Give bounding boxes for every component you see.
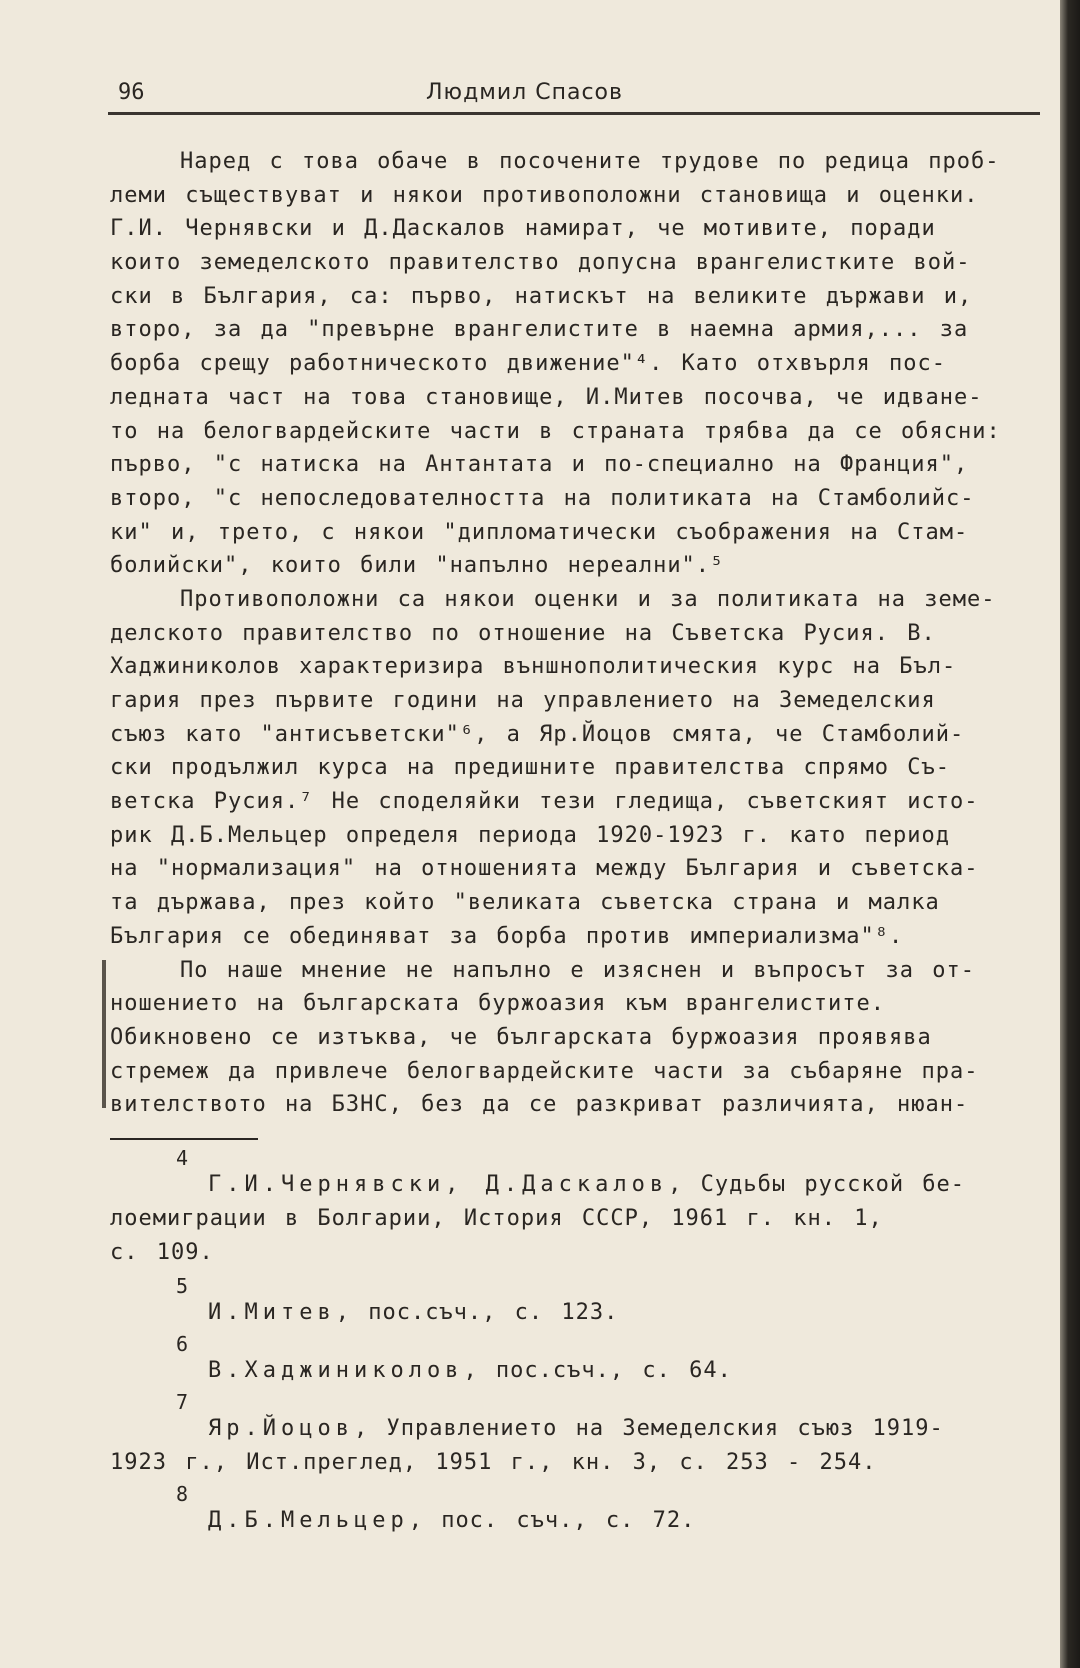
footnote-text: , пос. съч., с. 72.: [408, 1508, 696, 1533]
text-line: второ, "с непоследователността на политиката на Стамболийс-: [110, 485, 975, 511]
footnote-line: [110, 1504, 1050, 1538]
text-line: делското правителство по отношение на Съветска Русия. В.: [110, 620, 936, 646]
footnote-author: В.Хаджиниколов: [208, 1358, 464, 1383]
text-line: България се обединяват за борба против империализма"⁸.: [110, 923, 904, 949]
footnote-author: Г.И.Чернявски, Д.Даскалов: [208, 1172, 669, 1197]
text-line: вителството на БЗНС, без да се разкриват различията, нюан-: [110, 1092, 969, 1118]
footnote-author: И.Митев: [208, 1300, 336, 1325]
footnote-text: , пос.съч., с. 123.: [335, 1300, 619, 1325]
text-line: ледната част на това становище, И.Митев посочва, че идване-: [110, 384, 983, 410]
footnote-author: Д.Б.Мельцер: [208, 1508, 409, 1533]
footnotes: [110, 1148, 1050, 1538]
text-line: на "нормализация" на отношенията между България и съветска-: [110, 856, 979, 882]
margin-mark: [102, 960, 106, 1108]
footnote-text: , Судьбы русской бе-: [668, 1172, 966, 1197]
text-line: ношението на българската буржоазия към врангелистите.: [110, 991, 885, 1017]
footnote-line: [110, 1168, 1050, 1202]
footnote-line: [110, 1296, 1050, 1330]
text-line: леми съществуват и някои противоположни становища и оценки.: [110, 182, 979, 208]
text-line: борба срещу работническото движение"⁴. Като отхвърля пос-: [110, 351, 946, 377]
text-line: болийски", които били "напълно нереални".⁵: [110, 553, 725, 579]
text-line: стремеж да привлече белогвардейските части за събаряне пра-: [110, 1058, 979, 1084]
footnote-number: 8: [176, 1482, 189, 1506]
text-line: та държава, през който "великата съветска страна и малка: [110, 890, 940, 916]
text-line: По наше мнение не напълно е изяснен и въпросът за от-: [180, 957, 975, 983]
footnote-author: Яр.Йоцов: [208, 1416, 354, 1441]
text-line: съюз като "антисъветски"⁶, а Яр.Йоцов смята, че Стамболий-: [110, 721, 965, 747]
page-number: 96: [118, 80, 145, 105]
footnote-text: , Управлението на Земеделския съюз 1919-: [353, 1416, 944, 1441]
text-line: то на белогвардейските части в страната трябва да се обясни:: [110, 418, 1001, 444]
text-line: Противоположни са някои оценки и за политиката на земе-: [180, 586, 996, 612]
footnote-line: с. 109.: [110, 1240, 214, 1265]
footnote-number: 6: [176, 1332, 189, 1356]
text-line: гария през първите години на управлението на Земеделския: [110, 688, 936, 713]
text-line: ветска Русия.⁷ Не споделяйки тези гледища, съветският исто-: [110, 789, 979, 815]
text-line: рик Д.Б.Мельцер определя периода 1920-1923 г. като период: [110, 822, 950, 848]
body-text: [110, 145, 1050, 1122]
page-header: [108, 78, 1040, 115]
footnote: [110, 1148, 1050, 1270]
text-line: Обикновено се изтъква, че българската буржоазия проявява: [110, 1024, 932, 1050]
footnote-rule: [110, 1138, 258, 1140]
text-line: ски в България, са: първо, натискът на великите държави и,: [110, 283, 973, 309]
footnote-line: 1923 г., Ист.преглед, 1951 г., кн. 3, с. 253 - 254.: [110, 1450, 877, 1475]
running-head: Людмил Спасов: [426, 80, 623, 105]
footnote-number: 4: [176, 1146, 189, 1170]
text-line: ки" и, трето, с някои "дипломатически съображения на Стам-: [110, 519, 969, 545]
footnote: [110, 1392, 1050, 1480]
footnote-number: 7: [176, 1390, 189, 1414]
footnote-line: [110, 1354, 1050, 1388]
footnote: [110, 1334, 1050, 1388]
text-line: ски продължил курса на предишните правителства спрямо Съ-: [110, 755, 950, 781]
text-line: второ, за да "превърне врангелистите в наемна армия,... за: [110, 317, 969, 343]
text-line: Наред с това обаче в посочените трудове по редица проб-: [180, 149, 1000, 174]
text-line: Хаджиниколов характеризира външнополитическия курс на Бъл-: [110, 654, 957, 680]
footnote-line: [110, 1412, 1050, 1446]
footnote-number: 5: [176, 1274, 189, 1298]
text-line: първо, "с натиска на Антантата и по-специално на Франция",: [110, 452, 969, 478]
footnote-text: , пос.съч., с. 64.: [463, 1358, 732, 1383]
page-edge-shadow: [1060, 0, 1080, 1668]
footnote: [110, 1276, 1050, 1330]
text-line: които земеделското правителство допусна врангелистките вой-: [110, 250, 971, 276]
footnote-line: лоемиграции в Болгарии, История СССР, 1961 г. кн. 1,: [110, 1206, 883, 1231]
footnote: [110, 1484, 1050, 1538]
text-line: Г.И. Чернявски и Д.Даскалов намират, че мотивите, поради: [110, 216, 936, 242]
